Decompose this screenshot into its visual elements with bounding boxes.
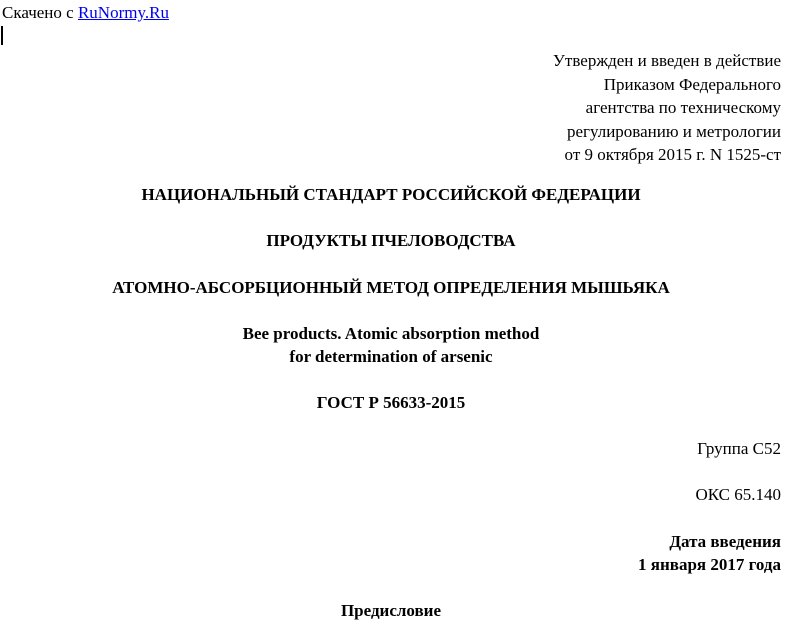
approval-line: от 9 октября 2015 г. N 1525-ст — [564, 145, 781, 164]
source-line — [2, 3, 169, 23]
source-prefix: Скачено с — [2, 3, 78, 22]
english-title-line-2: for determination of arsenic — [289, 347, 493, 366]
approval-line: агентства по техническому — [585, 98, 781, 117]
foreword-heading: Предисловие — [340, 601, 442, 620]
english-title-line-1: Bee products. Atomic absorption method — [242, 324, 540, 343]
runormy-link[interactable]: RuNormy.Ru — [77, 3, 169, 22]
approval-line: регулированию и метрологии — [566, 121, 781, 141]
approval-line: Приказом Федерального — [603, 74, 781, 94]
standard-type-title: НАЦИОНАЛЬНЫЙ СТАНДАРТ РОССИЙСКОЙ ФЕДЕРАЦИИ — [141, 185, 641, 204]
introduction-date: 1 января 2017 года — [638, 555, 781, 574]
oks-code: ОКС 65.140 — [695, 485, 781, 504]
introduction-label: Дата введения — [669, 532, 781, 551]
gost-number: ГОСТ Р 56633-2015 — [316, 393, 466, 412]
product-title: ПРОДУКТЫ ПЧЕЛОВОДСТВА — [266, 231, 516, 250]
method-title: АТОМНО-АБСОРБЦИОННЫЙ МЕТОД ОПРЕДЕЛЕНИЯ МЫШЬЯКА — [112, 278, 670, 297]
approval-line: Утвержден и введен в действие — [552, 51, 781, 70]
group-code: Группа С52 — [697, 439, 781, 458]
text-cursor — [1, 26, 3, 45]
approval-block — [553, 49, 781, 167]
